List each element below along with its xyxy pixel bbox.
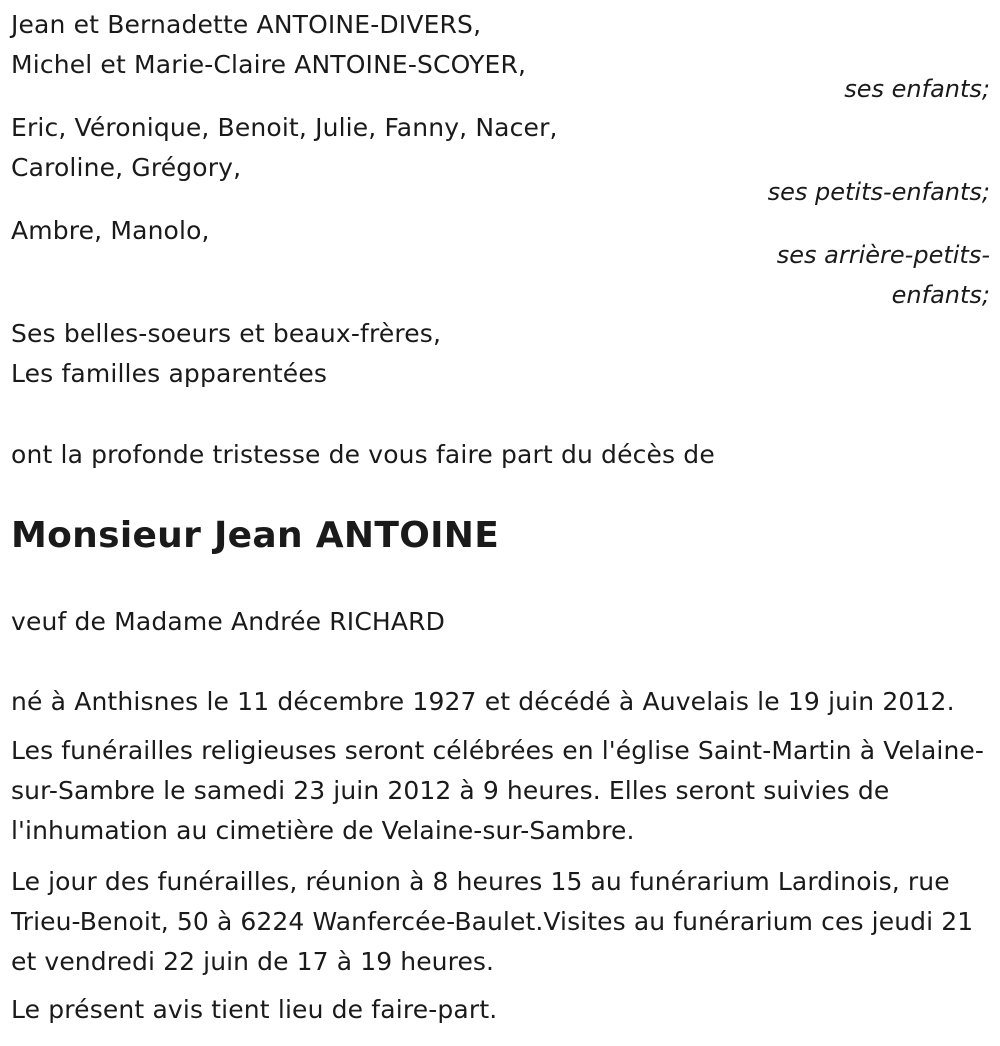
grandchildren-relation: ses petits-enfants; [767, 178, 990, 206]
children-line-1: Jean et Bernadette ANTOINE-DIVERS, [11, 10, 482, 39]
notice-line: Le présent avis tient lieu de faire-part. [11, 995, 498, 1024]
in-laws-line: Ses belles-soeurs et beaux-frères, [11, 319, 442, 348]
funeral-gathering-paragraph: Le jour des funérailles, réunion à 8 heures 15 au funérarium Lardinois, rue Trieu-Benoit, 50 à 6224 Wanfercée-Baulet.Visites au funérarium ces jeudi 21 et vendredi 22 juin de 17 à 19 heures. [11, 867, 974, 976]
great-grandchildren-relation-1: ses arrière-petits- [776, 241, 990, 269]
grandchildren-line-2: Caroline, Grégory, [11, 153, 242, 182]
deceased-name: Monsieur Jean ANTOINE [11, 515, 500, 556]
great-grandchildren-line: Ambre, Manolo, [11, 216, 210, 245]
grandchildren-line-1: Eric, Véronique, Benoit, Julie, Fanny, Nacer, [11, 113, 558, 142]
children-relation: ses enfants; [844, 75, 990, 103]
great-grandchildren-relation-2: enfants; [891, 281, 990, 309]
spouse-line: veuf de Madame Andrée RICHARD [11, 607, 446, 636]
funeral-ceremony-paragraph: Les funérailles religieuses seront célébrées en l'église Saint-Martin à Velaine-sur-Sambre le samedi 23 juin 2012 à 9 heures. Elles seront suivies de l'inhumation au cimetière de Velaine-sur-Sambre. [11, 736, 984, 845]
birth-death-line: né à Anthisnes le 11 décembre 1927 et décédé à Auvelais le 19 juin 2012. [11, 687, 955, 716]
relatives-line: Les familles apparentées [11, 359, 328, 388]
children-line-2: Michel et Marie-Claire ANTOINE-SCOYER, [11, 50, 527, 79]
announcement-text: ont la profonde tristesse de vous faire part du décès de [11, 440, 715, 469]
